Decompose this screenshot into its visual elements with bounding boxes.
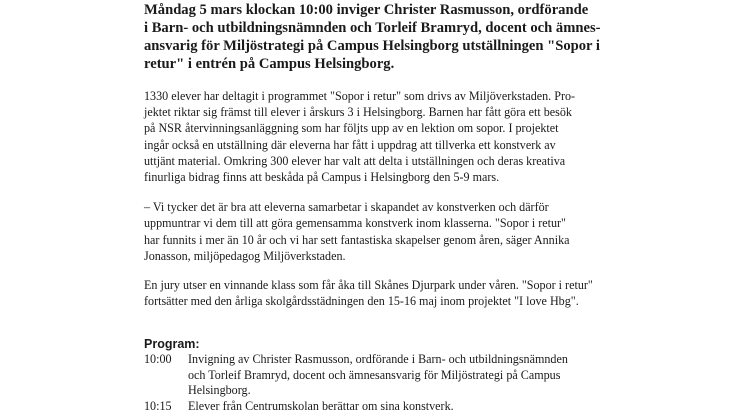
body-paragraph-3 bbox=[144, 277, 614, 309]
program-description bbox=[188, 399, 614, 414]
body-paragraph-1 bbox=[144, 88, 614, 185]
program-time: 10:15 bbox=[144, 398, 172, 413]
text-line: Jonasson, miljöpedagog Miljöverkstaden. bbox=[144, 248, 346, 263]
text-line: har funnits i mer än 10 år och vi har sett fantastiska skapelser genom åren, säger Annika bbox=[144, 232, 570, 247]
text-line: En jury utser en vinnande klass som får åka till Skånes Djurpark under våren. "Sopor i retur" bbox=[144, 278, 593, 293]
text-line: jektet riktar sig främst till elever i årskurs 3 i Helsingborg. Barnen har fått göra ett besök bbox=[144, 105, 572, 120]
lead-line: Måndag 5 mars klockan 10:00 inviger Christer Rasmusson, ordförande bbox=[144, 2, 589, 18]
text-line: Helsingborg. bbox=[188, 383, 251, 398]
text-line: Elever från Centrumskolan berättar om sina konstverk. bbox=[188, 398, 454, 413]
text-line: uttjänt material. Omkring 300 elever har valt att delta i utställningen och deras kreativa bbox=[144, 153, 566, 168]
text-line: fortsätter med den årliga skolgårdsstädningen den 15-16 maj inom projektet "I love Hbg". bbox=[144, 294, 579, 309]
text-line: ingår också en utställning där eleverna har fått i uppdrag att tillverka ett konstverk av bbox=[144, 137, 556, 152]
program-item bbox=[144, 399, 614, 414]
text-line: och Torleif Bramryd, docent och ämnesansvarig för Miljöstrategi på Campus bbox=[188, 367, 561, 382]
body-paragraph-2 bbox=[144, 199, 614, 264]
program-item bbox=[144, 352, 614, 398]
press-release bbox=[144, 0, 614, 414]
text-line: finurliga bidrag finns att beskåda på Campus i Helsingborg den 5-9 mars. bbox=[144, 170, 500, 185]
text-line: uppmuntrar vi dem till att göra gemensamma konstverk inom klasserna. "Sopor i retur" bbox=[144, 216, 566, 231]
lead-line: retur" i entrén på Campus Helsingborg. bbox=[144, 56, 395, 72]
text-line: – Vi tycker det är bra att eleverna samarbetar i skapandet av konstverken och därför bbox=[144, 200, 549, 215]
program-description bbox=[188, 352, 614, 398]
text-line: Invigning av Christer Rasmusson, ordförande i Barn- och utbildningsnämnden bbox=[188, 352, 568, 367]
lead-paragraph bbox=[144, 0, 614, 73]
lead-line: ansvarig för Miljöstrategi på Campus Helsingborg utställningen "Sopor i bbox=[144, 38, 600, 54]
lead-line: i Barn- och utbildningsnämnden och Torleif Bramryd, docent och ämnes- bbox=[144, 20, 601, 36]
program-time: 10:00 bbox=[144, 352, 172, 367]
text-line: 1330 elever har deltagit i programmet "Sopor i retur" som drivs av Miljöverkstaden. Pro- bbox=[144, 89, 576, 103]
program-heading: Program: bbox=[144, 337, 200, 352]
text-line: på NSR återvinningsanläggning som har följts upp av en lektion om sopor. I projektet bbox=[144, 121, 559, 136]
